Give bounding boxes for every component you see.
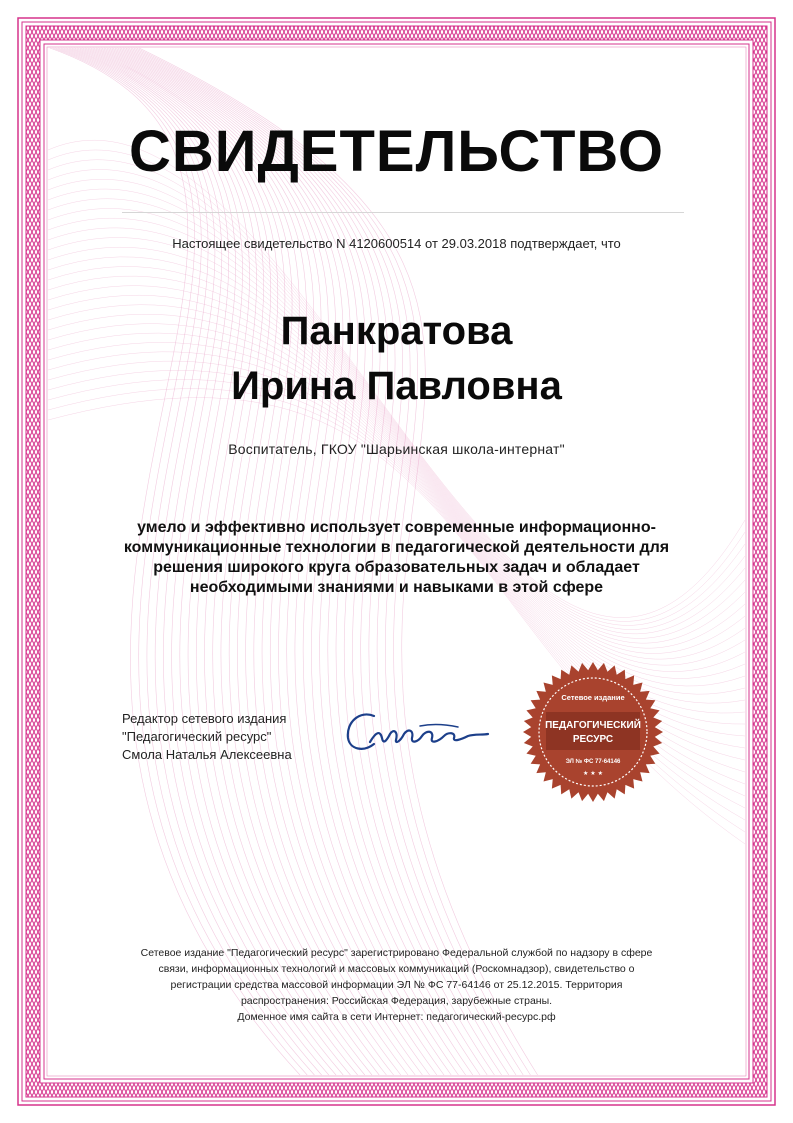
footer-line-2: связи, информационных технологий и массовых коммуникаций (Роскомнадзор), свидетельство о [158,963,635,975]
publisher-seal [518,657,668,807]
editor-publication: "Педагогический ресурс" [122,729,272,744]
certificate-intro: Настоящее свидетельство N 4120600514 от 29.03.2018 подтверждает, что [172,236,621,251]
title-divider [122,212,684,213]
seal-main-line1: ПЕДАГОГИЧЕСКИЙ [545,720,641,731]
registration-footer [100,945,693,1025]
footer-line-5: Доменное имя сайта в сети Интернет: педагогический-ресурс.рф [237,1011,556,1023]
seal-top-text: Сетевое издание [561,693,625,702]
footer-line-1: Сетевое издание "Педагогический ресурс" зарегистрировано Федеральной службой по надзору в сфере [140,947,653,959]
seal-main-line2: РЕСУРС [572,734,614,745]
achievement-description: умело и эффективно использует современные информационно-коммуникационные технологии в педагогической деятельности для решения широкого круга образовательных задач и обладает необходимыми знаниями и навыками в этой сфере [123,519,670,596]
editor-role: Редактор сетевого издания [122,711,287,726]
editor-name: Смола Наталья Алексеевна [122,747,292,762]
certificate-title: СВИДЕТЕЛЬСТВО [129,119,664,184]
seal-stars: ★ ★ ★ [583,770,603,777]
footer-line-4: распространения: Российская Федерация, зарубежные страны. [240,995,553,1007]
footer-line-3: регистрации средства массовой информации ЭЛ № ФС 77-64146 от 25.12.2015. Территория [170,979,623,991]
recipient-position: Воспитатель, ГКОУ "Шарьинская школа-интернат" [228,441,565,457]
signature-image [340,702,500,762]
recipient-given-names: Ирина Павловна [231,364,562,408]
seal-reg-number: ЭЛ № ФС 77-64146 [565,759,621,765]
recipient-surname: Панкратова [280,309,513,353]
editor-block [122,710,292,764]
